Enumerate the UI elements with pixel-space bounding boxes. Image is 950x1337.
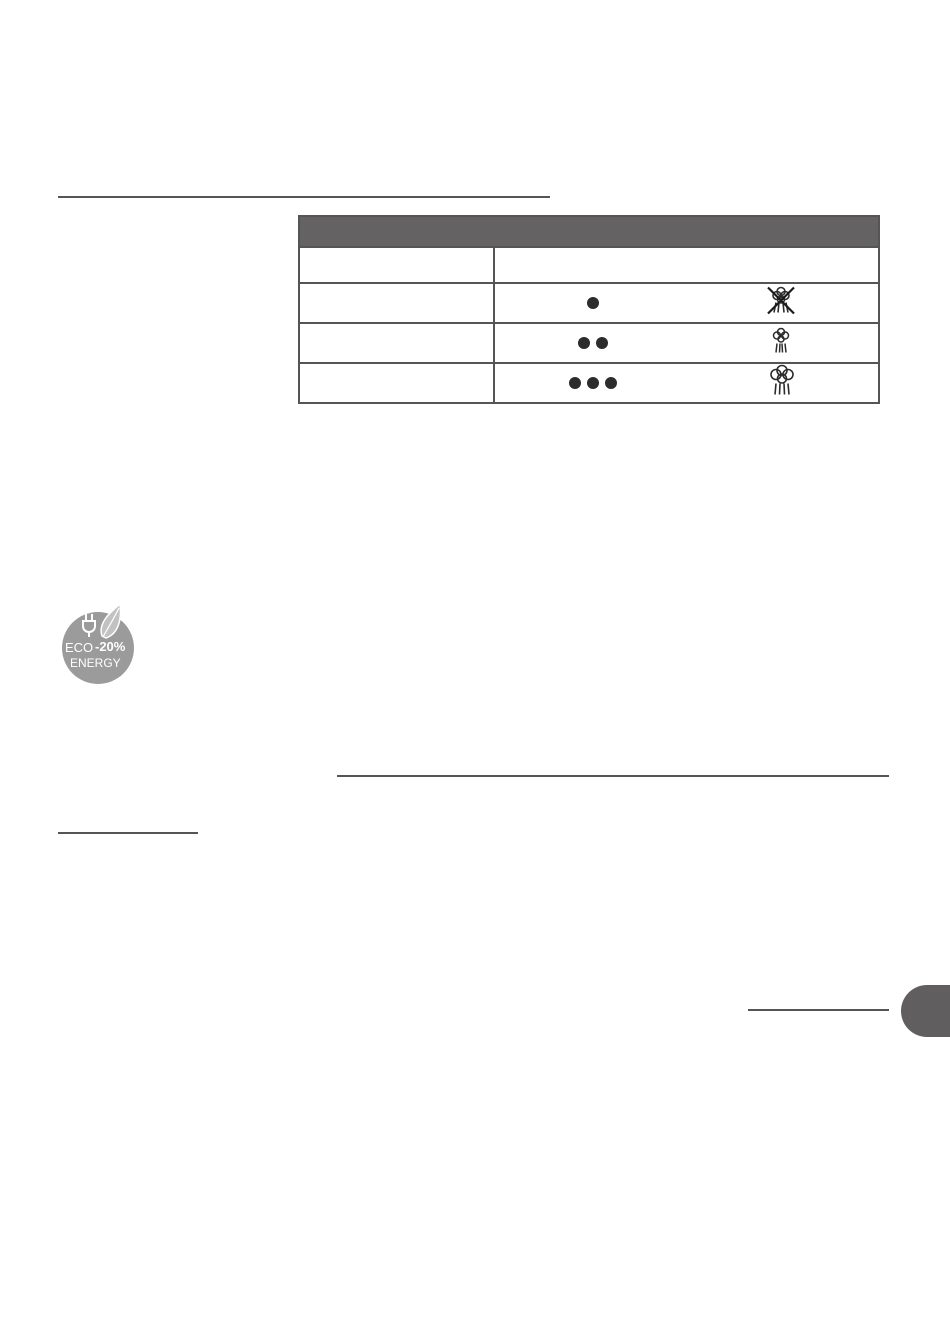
table-cell-left bbox=[300, 364, 495, 402]
table-cell-right bbox=[495, 364, 878, 402]
section-rule-top bbox=[58, 196, 550, 198]
level-dots-3 bbox=[563, 377, 623, 389]
level-dot bbox=[587, 377, 599, 389]
level-dot bbox=[605, 377, 617, 389]
table-cell-right bbox=[495, 284, 878, 322]
section-rule-middle bbox=[337, 775, 889, 777]
level-dot bbox=[569, 377, 581, 389]
small-steam-icon bbox=[765, 326, 797, 361]
page-tab-marker bbox=[901, 985, 950, 1037]
eco-energy-label: ENERGY bbox=[70, 656, 121, 670]
level-dots-2 bbox=[563, 337, 623, 349]
no-steam-icon bbox=[765, 285, 797, 322]
level-dot bbox=[578, 337, 590, 349]
table-row-level-1 bbox=[300, 282, 878, 322]
large-steam-icon bbox=[765, 364, 799, 403]
eco-word: ECO bbox=[65, 640, 94, 655]
table-cell-right bbox=[495, 248, 878, 282]
steam-settings-table bbox=[298, 215, 880, 404]
table-row-level-3 bbox=[300, 362, 878, 402]
level-dots-1 bbox=[563, 297, 623, 309]
eco-percent: -20% bbox=[95, 639, 126, 654]
table-cell-left bbox=[300, 324, 495, 362]
section-rule-right bbox=[748, 1009, 889, 1011]
table-header bbox=[300, 217, 878, 248]
table-row-blank bbox=[300, 248, 878, 282]
section-rule-small bbox=[58, 832, 198, 834]
table-cell-left bbox=[300, 284, 495, 322]
level-dot bbox=[587, 297, 599, 309]
eco-energy-badge bbox=[60, 602, 136, 684]
table-cell-left bbox=[300, 248, 495, 282]
table-row-level-2 bbox=[300, 322, 878, 362]
table-cell-right bbox=[495, 324, 878, 362]
level-dot bbox=[596, 337, 608, 349]
